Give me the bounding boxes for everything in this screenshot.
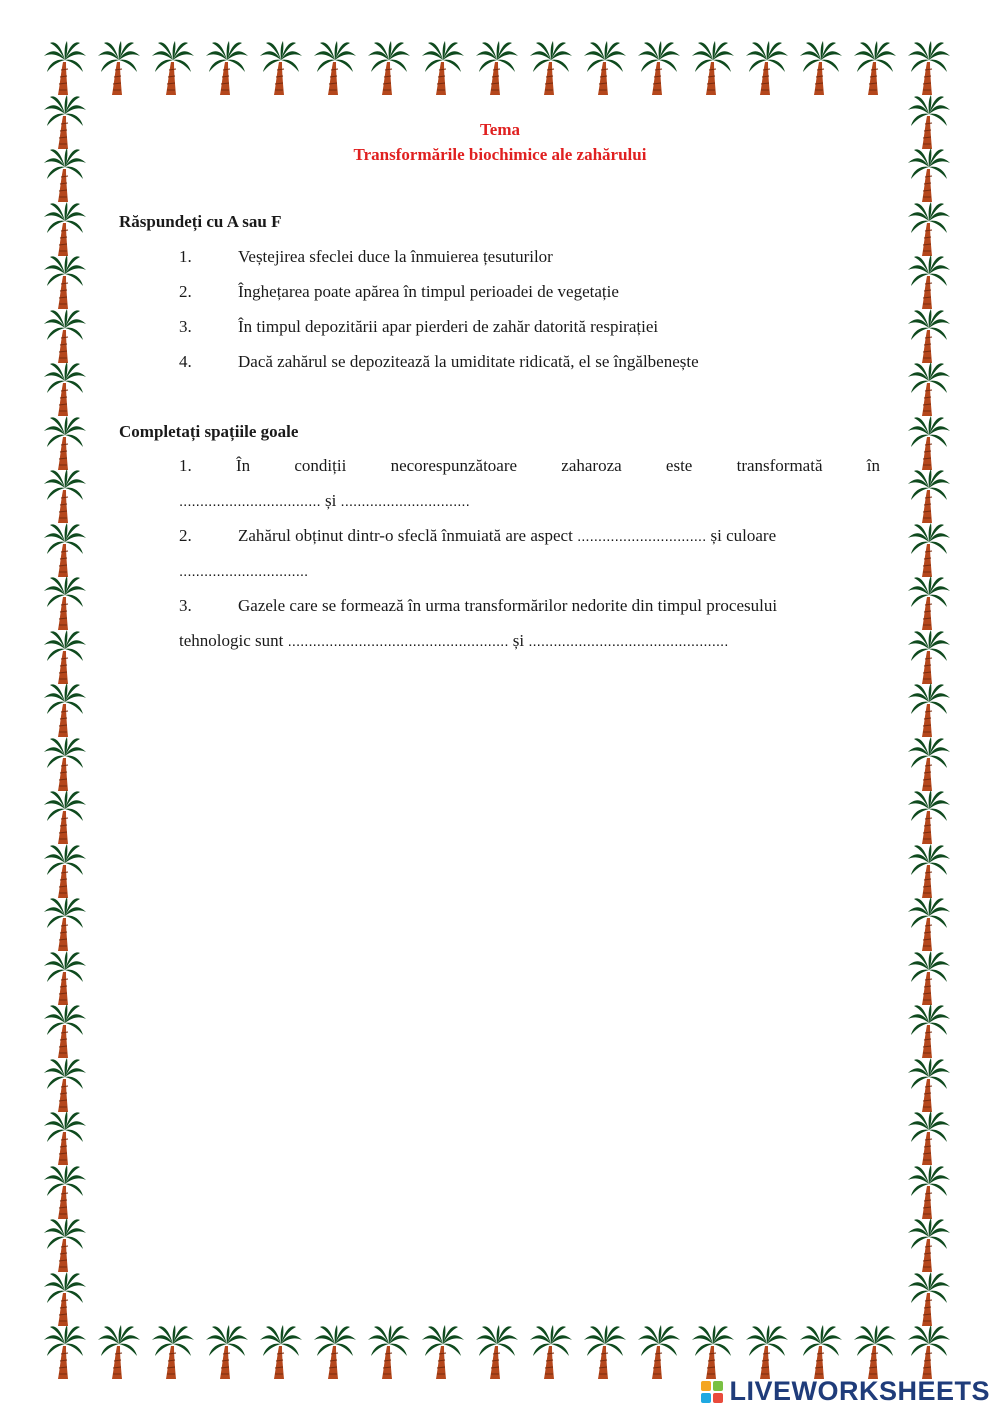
item-text: Înghețarea poate apărea în timpul perioadei de vegetație — [238, 282, 619, 301]
word: transformată — [736, 456, 823, 475]
brand-name: LIVEWORKSHEETS — [729, 1376, 990, 1406]
palm-tree-icon — [636, 1324, 682, 1380]
palm-tree-icon — [42, 789, 88, 845]
word: necorespunzătoare — [390, 456, 518, 475]
section1-heading: Răspundeți cu A sau F — [119, 212, 282, 231]
palm-tree-icon — [906, 468, 952, 524]
palm-tree-icon — [258, 40, 304, 96]
item-text: Gazele care se formează în urma transformărilor nedorite din timpul procesului — [238, 596, 778, 615]
palm-tree-icon — [96, 1324, 142, 1380]
liveworksheets-logo[interactable] — [701, 1376, 990, 1407]
palm-tree-icon — [528, 1324, 574, 1380]
item-number: 1. — [179, 247, 192, 266]
palm-tree-icon — [42, 1324, 88, 1380]
answer-blank[interactable]: ............................... — [340, 493, 470, 510]
palm-tree-icon — [906, 1057, 952, 1113]
palm-tree-icon — [798, 40, 844, 96]
palm-tree-icon — [906, 950, 952, 1006]
item-text: În timpul depozitării apar pierderi de zahăr datorită respirației — [238, 317, 659, 336]
palm-tree-icon — [690, 40, 736, 96]
item-number: 2. — [179, 526, 192, 545]
palm-tree-icon — [906, 1110, 952, 1166]
palm-tree-icon — [204, 40, 250, 96]
item-number: 4. — [179, 352, 192, 371]
palm-tree-icon — [636, 40, 682, 96]
palm-tree-icon — [150, 1324, 196, 1380]
palm-tree-icon — [204, 1324, 250, 1380]
palm-tree-icon — [906, 896, 952, 952]
palm-tree-icon — [744, 1324, 790, 1380]
fill-blank-item-1-line1 — [179, 456, 880, 476]
conjunction: și — [324, 491, 337, 510]
palm-tree-icon — [906, 1164, 952, 1220]
palm-tree-icon — [420, 1324, 466, 1380]
palm-tree-icon — [906, 736, 952, 792]
answer-blank[interactable]: ..................................................... — [287, 633, 509, 650]
palm-tree-icon — [852, 40, 898, 96]
palm-tree-icon — [582, 1324, 628, 1380]
palm-tree-icon — [366, 40, 412, 96]
item-text: tehnologic sunt — [179, 631, 284, 650]
palm-tree-icon — [42, 522, 88, 578]
item-number: 3. — [179, 317, 192, 336]
palm-tree-icon — [528, 40, 574, 96]
word: În — [235, 456, 251, 475]
palm-tree-icon — [42, 308, 88, 364]
palm-tree-icon — [420, 40, 466, 96]
palm-tree-icon — [906, 1217, 952, 1273]
item-number: 2. — [179, 282, 192, 301]
palm-tree-icon — [906, 361, 952, 417]
palm-tree-icon — [366, 1324, 412, 1380]
palm-tree-icon — [42, 896, 88, 952]
page-subtitle: Transformările biochimice ale zahărului — [353, 145, 647, 164]
palm-tree-icon — [906, 201, 952, 257]
fill-blank-item-2-line1 — [179, 526, 880, 546]
item-text: Zahărul obținut dintr-o sfeclă înmuiată are aspect — [238, 526, 573, 545]
palm-tree-icon — [258, 1324, 304, 1380]
palm-tree-icon — [42, 950, 88, 1006]
section2-heading: Completați spațiile goale — [119, 422, 299, 441]
logo-mark-icon — [701, 1381, 723, 1403]
item-number: 3. — [179, 596, 192, 615]
palm-tree-icon — [42, 468, 88, 524]
item-text: Veștejirea sfeclei duce la înmuierea țesuturilor — [238, 247, 553, 266]
palm-tree-icon — [42, 1271, 88, 1327]
palm-tree-icon — [852, 1324, 898, 1380]
palm-tree-icon — [906, 1271, 952, 1327]
palm-tree-icon — [42, 40, 88, 96]
answer-blank[interactable]: ............................... — [577, 528, 707, 545]
palm-tree-icon — [42, 254, 88, 310]
logo-square — [701, 1381, 711, 1391]
palm-tree-icon — [474, 40, 520, 96]
page-title: Tema — [480, 120, 520, 139]
palm-tree-icon — [312, 1324, 358, 1380]
palm-tree-icon — [42, 1217, 88, 1273]
palm-tree-icon — [312, 40, 358, 96]
palm-tree-icon — [906, 629, 952, 685]
word: zaharoza — [561, 456, 622, 475]
palm-tree-icon — [744, 40, 790, 96]
word: în — [866, 456, 880, 475]
palm-tree-icon — [906, 522, 952, 578]
palm-tree-icon — [42, 1057, 88, 1113]
palm-tree-icon — [42, 1003, 88, 1059]
palm-tree-icon — [42, 361, 88, 417]
logo-square — [713, 1393, 723, 1403]
palm-tree-icon — [150, 40, 196, 96]
palm-tree-icon — [42, 575, 88, 631]
answer-blank[interactable]: ................................................ — [528, 633, 729, 650]
palm-tree-icon — [42, 736, 88, 792]
palm-tree-icon — [474, 1324, 520, 1380]
palm-tree-icon — [906, 575, 952, 631]
answer-blank[interactable]: .................................. — [179, 493, 321, 510]
palm-tree-icon — [906, 1324, 952, 1380]
item-text: Dacă zahărul se depozitează la umiditate ridicată, el se îngălbenește — [238, 352, 699, 371]
palm-tree-icon — [42, 415, 88, 471]
word: este — [665, 456, 693, 475]
fill-blank-item-2-line2 — [179, 561, 880, 581]
palm-tree-icon — [42, 1110, 88, 1166]
word: condiții — [294, 456, 347, 475]
answer-blank[interactable]: ............................... — [179, 563, 309, 580]
palm-tree-icon — [690, 1324, 736, 1380]
palm-tree-icon — [906, 415, 952, 471]
palm-tree-icon — [42, 201, 88, 257]
palm-tree-icon — [798, 1324, 844, 1380]
palm-tree-icon — [42, 843, 88, 899]
item-number: 1. — [179, 456, 192, 475]
logo-square — [713, 1381, 723, 1391]
fill-blank-item-3-line1 — [179, 596, 880, 616]
palm-tree-icon — [96, 40, 142, 96]
fill-blank-item-3-line2 — [179, 631, 880, 651]
conjunction: și — [512, 631, 525, 650]
palm-tree-icon — [42, 629, 88, 685]
palm-tree-icon — [906, 682, 952, 738]
palm-tree-icon — [906, 789, 952, 845]
palm-tree-icon — [582, 40, 628, 96]
palm-tree-icon — [906, 254, 952, 310]
palm-tree-icon — [906, 1003, 952, 1059]
palm-tree-icon — [42, 682, 88, 738]
logo-square — [701, 1393, 711, 1403]
palm-tree-icon — [906, 40, 952, 96]
palm-tree-icon — [906, 843, 952, 899]
palm-tree-icon — [42, 1164, 88, 1220]
conjunction: și culoare — [710, 526, 777, 545]
palm-tree-icon — [906, 308, 952, 364]
fill-blank-item-1-line2 — [179, 491, 880, 511]
